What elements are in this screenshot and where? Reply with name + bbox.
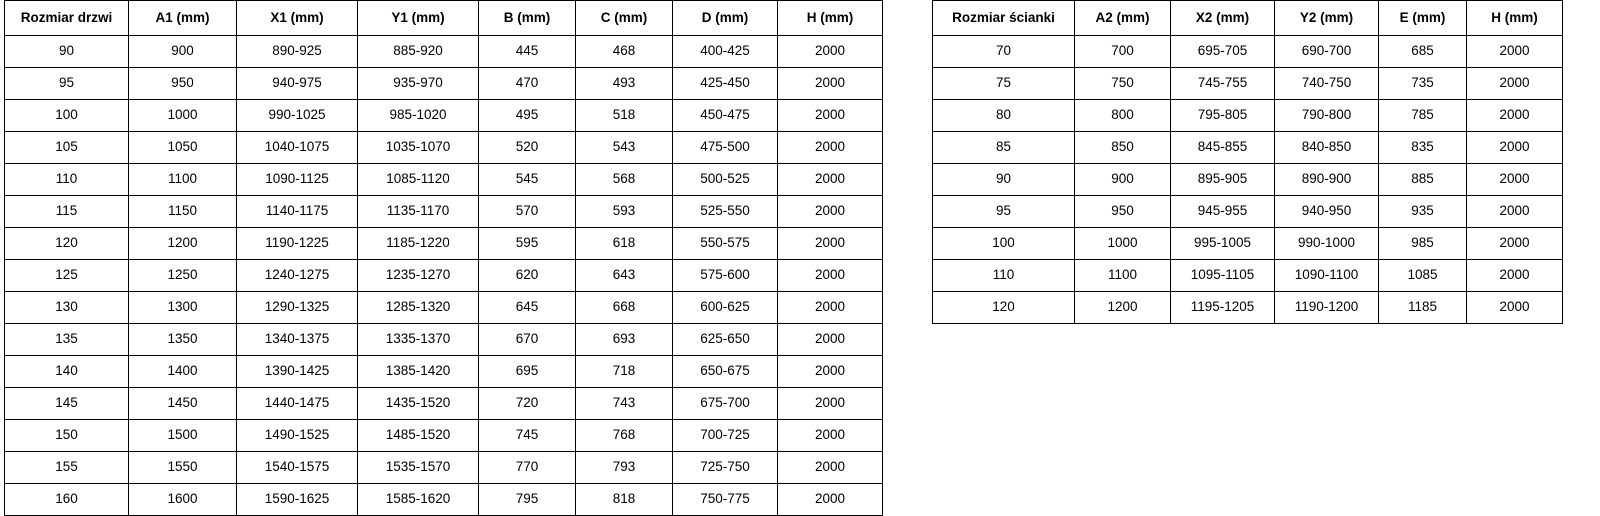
table-row (5, 324, 883, 356)
walls-dimensions-table (932, 0, 1563, 324)
table-row (5, 196, 883, 228)
table-row (933, 228, 1563, 260)
table-row (933, 260, 1563, 292)
table-cell: 1000 (1075, 228, 1171, 260)
table-cell: 1250 (129, 260, 237, 292)
table-row (5, 452, 883, 484)
table-cell: 795 (479, 484, 576, 516)
table-cell: 475-500 (673, 132, 778, 164)
table-cell: 720 (479, 388, 576, 420)
table-row (933, 132, 1563, 164)
table-cell: 1350 (129, 324, 237, 356)
table-cell: 130 (5, 292, 129, 324)
table-cell: 990-1000 (1275, 228, 1379, 260)
table-cell: 735 (1379, 68, 1467, 100)
table-cell: 1390-1425 (237, 356, 358, 388)
table-cell: 950 (129, 68, 237, 100)
table-cell: 450-475 (673, 100, 778, 132)
table-cell: 85 (933, 132, 1075, 164)
table-cell: 100 (5, 100, 129, 132)
table-cell: 793 (576, 452, 673, 484)
table-cell: 1040-1075 (237, 132, 358, 164)
table-cell: 745-755 (1171, 68, 1275, 100)
table-cell: 718 (576, 356, 673, 388)
table-cell: 768 (576, 420, 673, 452)
table-cell: 2000 (778, 292, 883, 324)
table-cell: 1035-1070 (358, 132, 479, 164)
table-cell: 2000 (778, 420, 883, 452)
table-cell: 1590-1625 (237, 484, 358, 516)
doors-column-header: B (mm) (479, 1, 576, 36)
table-cell: 1435-1520 (358, 388, 479, 420)
table-cell: 790-800 (1275, 100, 1379, 132)
table-row (5, 164, 883, 196)
table-cell: 90 (5, 36, 129, 68)
table-cell: 1485-1520 (358, 420, 479, 452)
table-cell: 1095-1105 (1171, 260, 1275, 292)
doors-column-header: C (mm) (576, 1, 673, 36)
table-cell: 1540-1575 (237, 452, 358, 484)
table-cell: 2000 (778, 228, 883, 260)
table-cell: 520 (479, 132, 576, 164)
table-cell: 525-550 (673, 196, 778, 228)
table-cell: 468 (576, 36, 673, 68)
table-cell: 1200 (129, 228, 237, 260)
table-cell: 693 (576, 324, 673, 356)
table-cell: 618 (576, 228, 673, 260)
table-cell: 900 (1075, 164, 1171, 196)
table-cell: 2000 (1467, 68, 1563, 100)
doors-dimensions-table-container (4, 0, 883, 516)
table-cell: 1340-1375 (237, 324, 358, 356)
table-cell: 2000 (778, 356, 883, 388)
table-cell: 895-905 (1171, 164, 1275, 196)
table-cell: 125 (5, 260, 129, 292)
table-cell: 700 (1075, 36, 1171, 68)
table-cell: 2000 (1467, 100, 1563, 132)
table-cell: 890-900 (1275, 164, 1379, 196)
table-cell: 1000 (129, 100, 237, 132)
table-cell: 2000 (778, 164, 883, 196)
table-cell: 890-925 (237, 36, 358, 68)
doors-table-body (5, 36, 883, 516)
table-cell: 945-955 (1171, 196, 1275, 228)
table-cell: 1235-1270 (358, 260, 479, 292)
table-cell: 2000 (778, 36, 883, 68)
table-cell: 1085-1120 (358, 164, 479, 196)
table-cell: 725-750 (673, 452, 778, 484)
table-cell: 1100 (1075, 260, 1171, 292)
doors-column-header: A1 (mm) (129, 1, 237, 36)
table-cell: 625-650 (673, 324, 778, 356)
table-cell: 75 (933, 68, 1075, 100)
table-cell: 110 (5, 164, 129, 196)
table-cell: 785 (1379, 100, 1467, 132)
table-cell: 620 (479, 260, 576, 292)
table-cell: 2000 (778, 452, 883, 484)
walls-dimensions-table-container (932, 0, 1563, 324)
table-cell: 70 (933, 36, 1075, 68)
table-cell: 668 (576, 292, 673, 324)
table-cell: 500-525 (673, 164, 778, 196)
table-cell: 695-705 (1171, 36, 1275, 68)
table-cell: 1550 (129, 452, 237, 484)
walls-table-header (933, 1, 1563, 36)
table-cell: 690-700 (1275, 36, 1379, 68)
table-cell: 140 (5, 356, 129, 388)
table-cell: 550-575 (673, 228, 778, 260)
table-cell: 595 (479, 228, 576, 260)
table-cell: 950 (1075, 196, 1171, 228)
table-cell: 1285-1320 (358, 292, 479, 324)
table-cell: 400-425 (673, 36, 778, 68)
table-cell: 2000 (1467, 164, 1563, 196)
table-cell: 1585-1620 (358, 484, 479, 516)
table-cell: 1140-1175 (237, 196, 358, 228)
table-cell: 568 (576, 164, 673, 196)
table-cell: 2000 (778, 260, 883, 292)
table-cell: 2000 (1467, 196, 1563, 228)
table-cell: 2000 (1467, 36, 1563, 68)
table-cell: 885 (1379, 164, 1467, 196)
table-cell: 885-920 (358, 36, 479, 68)
table-row (933, 36, 1563, 68)
table-cell: 600-625 (673, 292, 778, 324)
table-row (5, 484, 883, 516)
table-cell: 845-855 (1171, 132, 1275, 164)
table-cell: 2000 (1467, 228, 1563, 260)
doors-column-header: D (mm) (673, 1, 778, 36)
table-cell: 685 (1379, 36, 1467, 68)
table-cell: 1050 (129, 132, 237, 164)
table-cell: 445 (479, 36, 576, 68)
table-row (933, 100, 1563, 132)
table-cell: 90 (933, 164, 1075, 196)
table-cell: 940-950 (1275, 196, 1379, 228)
table-cell: 750-775 (673, 484, 778, 516)
table-row (933, 292, 1563, 324)
table-cell: 1500 (129, 420, 237, 452)
walls-column-header: A2 (mm) (1075, 1, 1171, 36)
walls-column-header: X2 (mm) (1171, 1, 1275, 36)
table-cell: 940-975 (237, 68, 358, 100)
table-row (5, 420, 883, 452)
table-cell: 2000 (778, 324, 883, 356)
table-cell: 1385-1420 (358, 356, 479, 388)
table-row (5, 388, 883, 420)
table-cell: 770 (479, 452, 576, 484)
table-cell: 1190-1225 (237, 228, 358, 260)
table-cell: 650-675 (673, 356, 778, 388)
table-cell: 2000 (778, 68, 883, 100)
table-row (5, 36, 883, 68)
table-cell: 800 (1075, 100, 1171, 132)
table-cell: 120 (5, 228, 129, 260)
table-cell: 1440-1475 (237, 388, 358, 420)
table-cell: 2000 (778, 388, 883, 420)
table-row (933, 68, 1563, 100)
table-cell: 150 (5, 420, 129, 452)
table-cell: 95 (933, 196, 1075, 228)
table-cell: 570 (479, 196, 576, 228)
walls-column-header: H (mm) (1467, 1, 1563, 36)
table-header-row (933, 1, 1563, 36)
table-cell: 743 (576, 388, 673, 420)
table-cell: 100 (933, 228, 1075, 260)
doors-table-header (5, 1, 883, 36)
table-cell: 1300 (129, 292, 237, 324)
table-cell: 1400 (129, 356, 237, 388)
table-header-row (5, 1, 883, 36)
table-cell: 695 (479, 356, 576, 388)
table-cell: 2000 (778, 484, 883, 516)
table-cell: 2000 (778, 196, 883, 228)
table-cell: 1335-1370 (358, 324, 479, 356)
table-cell: 425-450 (673, 68, 778, 100)
doors-column-header: Y1 (mm) (358, 1, 479, 36)
table-cell: 495 (479, 100, 576, 132)
table-cell: 985-1020 (358, 100, 479, 132)
table-cell: 935 (1379, 196, 1467, 228)
table-cell: 1150 (129, 196, 237, 228)
table-cell: 155 (5, 452, 129, 484)
table-row (5, 356, 883, 388)
table-row (933, 196, 1563, 228)
table-row (5, 228, 883, 260)
table-cell: 2000 (778, 100, 883, 132)
table-cell: 1200 (1075, 292, 1171, 324)
walls-table-body (933, 36, 1563, 324)
table-cell: 135 (5, 324, 129, 356)
table-row (5, 100, 883, 132)
table-cell: 518 (576, 100, 673, 132)
table-cell: 1195-1205 (1171, 292, 1275, 324)
table-cell: 470 (479, 68, 576, 100)
table-cell: 120 (933, 292, 1075, 324)
table-cell: 850 (1075, 132, 1171, 164)
table-cell: 1100 (129, 164, 237, 196)
table-row (933, 164, 1563, 196)
table-cell: 645 (479, 292, 576, 324)
table-cell: 80 (933, 100, 1075, 132)
table-cell: 105 (5, 132, 129, 164)
table-cell: 1490-1525 (237, 420, 358, 452)
table-cell: 2000 (1467, 132, 1563, 164)
table-cell: 1185 (1379, 292, 1467, 324)
table-cell: 700-725 (673, 420, 778, 452)
table-cell: 990-1025 (237, 100, 358, 132)
table-cell: 835 (1379, 132, 1467, 164)
table-cell: 1240-1275 (237, 260, 358, 292)
doors-column-header: X1 (mm) (237, 1, 358, 36)
table-cell: 2000 (1467, 292, 1563, 324)
table-cell: 840-850 (1275, 132, 1379, 164)
table-cell: 1185-1220 (358, 228, 479, 260)
table-cell: 670 (479, 324, 576, 356)
doors-dimensions-table (4, 0, 883, 516)
table-cell: 935-970 (358, 68, 479, 100)
table-cell: 145 (5, 388, 129, 420)
table-cell: 1450 (129, 388, 237, 420)
table-cell: 740-750 (1275, 68, 1379, 100)
walls-column-header: Rozmiar ścianki (933, 1, 1075, 36)
table-row (5, 68, 883, 100)
table-cell: 1085 (1379, 260, 1467, 292)
table-cell: 160 (5, 484, 129, 516)
table-cell: 95 (5, 68, 129, 100)
table-cell: 1535-1570 (358, 452, 479, 484)
table-cell: 493 (576, 68, 673, 100)
walls-column-header: Y2 (mm) (1275, 1, 1379, 36)
table-cell: 545 (479, 164, 576, 196)
table-cell: 1290-1325 (237, 292, 358, 324)
table-cell: 110 (933, 260, 1075, 292)
walls-column-header: E (mm) (1379, 1, 1467, 36)
table-cell: 2000 (778, 132, 883, 164)
table-cell: 745 (479, 420, 576, 452)
table-cell: 593 (576, 196, 673, 228)
table-cell: 675-700 (673, 388, 778, 420)
table-cell: 1135-1170 (358, 196, 479, 228)
table-cell: 750 (1075, 68, 1171, 100)
table-cell: 575-600 (673, 260, 778, 292)
doors-column-header: H (mm) (778, 1, 883, 36)
doors-column-header: Rozmiar drzwi (5, 1, 129, 36)
table-cell: 795-805 (1171, 100, 1275, 132)
table-cell: 543 (576, 132, 673, 164)
table-cell: 1090-1125 (237, 164, 358, 196)
table-row (5, 292, 883, 324)
table-cell: 643 (576, 260, 673, 292)
table-cell: 985 (1379, 228, 1467, 260)
table-cell: 2000 (1467, 260, 1563, 292)
table-cell: 818 (576, 484, 673, 516)
table-cell: 115 (5, 196, 129, 228)
table-cell: 1090-1100 (1275, 260, 1379, 292)
table-cell: 1600 (129, 484, 237, 516)
table-cell: 995-1005 (1171, 228, 1275, 260)
table-row (5, 132, 883, 164)
table-cell: 1190-1200 (1275, 292, 1379, 324)
table-row (5, 260, 883, 292)
table-cell: 900 (129, 36, 237, 68)
